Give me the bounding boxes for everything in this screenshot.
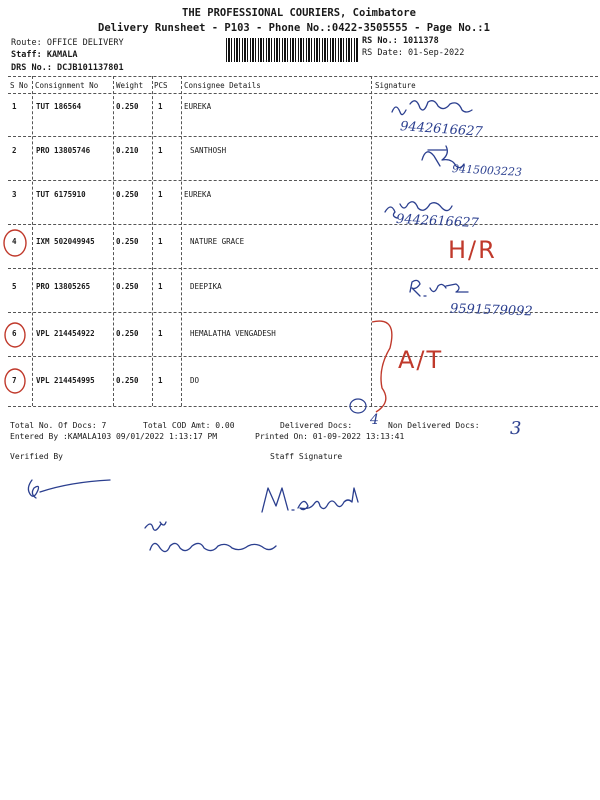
signature-row1-phone: 9442616627 [399,119,484,140]
row-consignee: EUREKA [184,102,212,111]
row-sno: 4 [12,237,17,246]
signature-row4-phone: 9442616627 [395,211,480,232]
row-weight: 0.250 [116,190,139,199]
row-7-circle-mark [5,369,25,393]
row-consignee: DEEPIKA [190,282,222,291]
row-sno: 3 [12,190,17,199]
row-consignment: VPL 214454995 [36,376,95,385]
row-weight: 0.210 [116,146,139,155]
row-consignment: VPL 214454922 [36,329,95,338]
row-consignment: PRO 13805265 [36,282,91,291]
row-pcs: 1 [158,329,163,338]
row-consignment: TUT 186564 [36,102,82,111]
runsheet-subtitle: Delivery Runsheet - P103 - Phone No.:0422-3505555 - Page No.:1 [98,22,490,34]
row-weight: 0.250 [116,102,139,111]
printed-on: Printed On: 01-09-2022 13:13:41 [255,432,405,441]
col-header-sno: S No [10,81,29,90]
delivered-count-handwritten: 4 [370,412,379,428]
row-pcs: 1 [158,190,163,199]
drs-number: DRS No.: DCJB101137801 [11,63,124,73]
row-pcs: 1 [158,282,163,291]
row-6-circle-mark [5,323,25,347]
row-pcs: 1 [158,102,163,111]
row-consignment: IXM 502049945 [36,237,95,246]
non-delivered-docs-label: Non Delivered Docs: [388,421,480,430]
col-header-consignment: Consignment No [35,81,99,90]
row-sno: 1 [12,102,17,111]
note-row4: H/R [448,236,497,264]
row-consignee: DO [190,376,200,385]
row-consignment: TUT 6175910 [36,190,86,199]
row-pcs: 1 [158,237,163,246]
company-title: THE PROFESSIONAL COURIERS, Coimbatore [182,7,416,19]
row-consignee: EUREKA [184,190,212,199]
col-header-weight: Weight [116,81,144,90]
total-cod: Total COD Amt: 0.00 [143,421,235,430]
row-weight: 0.250 [116,376,139,385]
entered-by: Entered By :KAMALA103 09/01/2022 1:13:17 PM [10,432,218,441]
note-rows-6-7: A/T [398,346,444,374]
row-sno: 2 [12,146,17,155]
row-consignee: NATURE GRACE [190,237,245,246]
row-weight: 0.250 [116,282,139,291]
row-pcs: 1 [158,376,163,385]
verified-by-label: Verified By [10,452,63,461]
col-header-pcs: PCS [154,81,168,90]
rs-number: RS No.: 1011378 [362,36,439,46]
route-label: Route: OFFICE DELIVERY [11,38,124,48]
row-consignment: PRO 13805746 [36,146,91,155]
row-weight: 0.250 [116,329,139,338]
circled-count-mark [350,399,366,413]
row-weight: 0.250 [116,237,139,246]
col-header-signature: Signature [375,81,416,90]
rs-date: RS Date: 01-Sep-2022 [362,48,465,58]
total-docs: Total No. Of Docs: 7 [10,421,107,430]
col-header-consignee: Consignee Details [184,81,261,90]
delivered-docs-label: Delivered Docs: [280,421,353,430]
signature-row5-phone: 9591579092 [449,301,533,320]
row-pcs: 1 [158,146,163,155]
row-4-circle-mark [4,230,26,256]
staff-label: Staff: KAMALA [11,50,78,60]
row-sno: 7 [12,376,17,385]
row-consignee: HEMALATHA VENGADESH [190,329,276,338]
staff-signature-label: Staff Signature [270,452,343,461]
row-consignee: SANTHOSH [190,146,227,155]
signature-row2-phone: 9415003223 [451,162,523,179]
row-sno: 5 [12,282,17,291]
non-delivered-count-handwritten: 3 [510,418,522,439]
row-sno: 6 [12,329,17,338]
